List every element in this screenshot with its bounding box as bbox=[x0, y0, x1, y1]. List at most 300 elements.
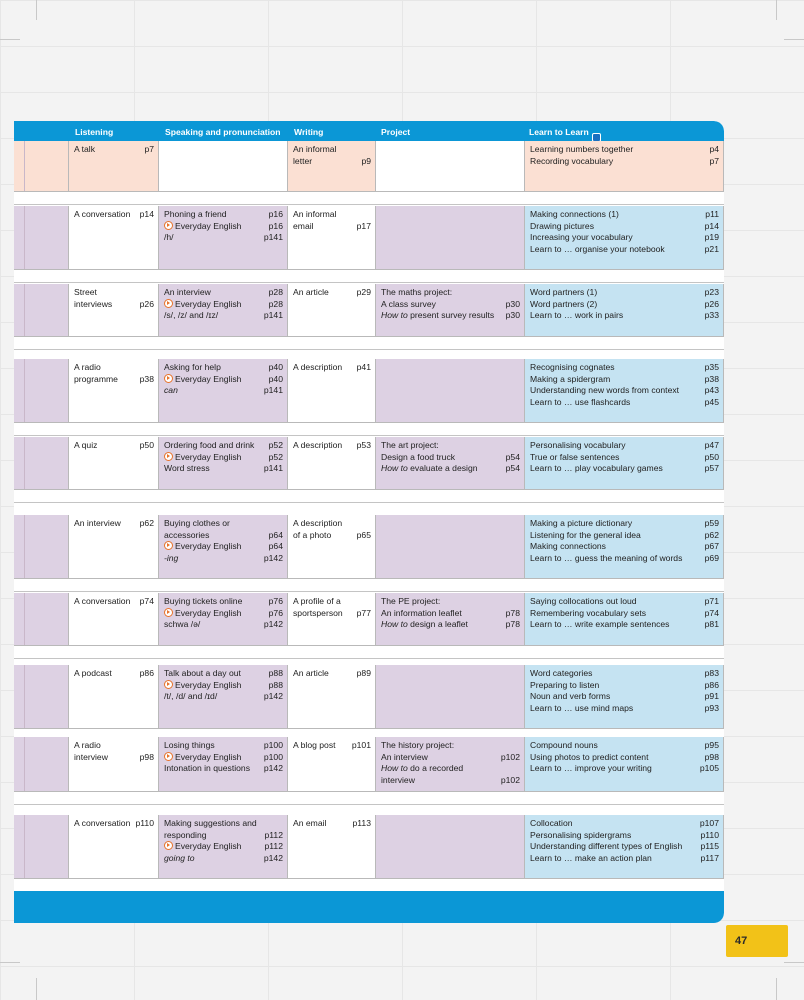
entry-text: Recording vocabulary bbox=[530, 155, 614, 166]
play-circle-icon bbox=[164, 608, 173, 617]
entry-text: Using photos to predict content bbox=[530, 751, 649, 762]
entry-text: Increasing your vocabulary bbox=[530, 232, 633, 243]
entry-line bbox=[74, 144, 154, 156]
page-ref: p16 bbox=[268, 220, 283, 231]
crop-mark bbox=[776, 978, 777, 1000]
cell-unit bbox=[14, 284, 69, 337]
page-ref: p101 bbox=[351, 740, 371, 750]
entry-line bbox=[164, 541, 283, 553]
crop-mark bbox=[784, 962, 804, 963]
page-ref: p7 bbox=[144, 144, 154, 154]
page-ref: p45 bbox=[704, 396, 719, 407]
entry-text: A description bbox=[293, 362, 343, 372]
table-row bbox=[14, 515, 724, 579]
entry-line bbox=[530, 841, 719, 853]
entry-line bbox=[164, 841, 283, 853]
entry-line bbox=[164, 530, 283, 542]
cell-listening bbox=[69, 359, 159, 423]
entry-text-italic: How to bbox=[381, 463, 408, 474]
page-ref: p35 bbox=[704, 362, 719, 372]
page-ref: p83 bbox=[704, 668, 719, 678]
entry-line bbox=[530, 385, 719, 397]
page-ref: p76 bbox=[268, 596, 283, 606]
cell-listening bbox=[69, 284, 159, 337]
cell-learn bbox=[525, 815, 724, 879]
page-ref: p52 bbox=[268, 440, 283, 450]
cell-learn bbox=[525, 593, 724, 646]
cell-writing bbox=[288, 284, 376, 337]
page-ref: p64 bbox=[268, 529, 283, 540]
entry-line bbox=[164, 763, 283, 775]
entry-text: accessories bbox=[164, 529, 210, 540]
entry-text: Understanding different types of English bbox=[530, 841, 683, 852]
entry-line bbox=[381, 763, 520, 775]
unit-divider bbox=[24, 284, 25, 336]
entry-text: True or false sentences bbox=[530, 451, 620, 462]
page-ref: p89 bbox=[356, 668, 371, 678]
entry-line bbox=[164, 680, 283, 692]
entry-text: Collocation bbox=[530, 818, 573, 828]
page-ref: p29 bbox=[356, 287, 371, 297]
entry-text: Word stress bbox=[164, 463, 210, 474]
page-ref: p77 bbox=[356, 607, 371, 618]
page-ref: p14 bbox=[139, 209, 154, 219]
page-ref: p40 bbox=[268, 362, 283, 372]
page-ref: p14 bbox=[704, 220, 719, 231]
entry-line bbox=[530, 818, 719, 830]
page-ref: p28 bbox=[268, 287, 283, 297]
play-circle-icon bbox=[164, 452, 173, 461]
cell-project bbox=[376, 737, 525, 792]
cell-learn bbox=[525, 206, 724, 270]
page-ref: p78 bbox=[505, 619, 520, 630]
entry-line bbox=[74, 287, 154, 299]
entry-text: The art project: bbox=[381, 440, 439, 450]
entry-line bbox=[164, 619, 283, 631]
header-listening: Listening bbox=[75, 127, 114, 137]
cell-writing bbox=[288, 665, 376, 729]
cell-listening bbox=[69, 737, 159, 792]
table-row bbox=[14, 815, 724, 879]
unit-divider bbox=[24, 206, 25, 269]
entry-line bbox=[164, 853, 283, 865]
page-ref: p54 bbox=[505, 451, 520, 462]
entry-text: Phoning a friend bbox=[164, 209, 227, 219]
entry-text: Everyday English bbox=[175, 541, 242, 552]
page-ref: p78 bbox=[505, 607, 520, 618]
entry-line bbox=[293, 144, 371, 156]
table-row bbox=[14, 593, 724, 646]
entry-text: Listening for the general idea bbox=[530, 529, 641, 540]
table-row bbox=[14, 437, 724, 490]
header-writing: Writing bbox=[294, 127, 324, 137]
entry-line bbox=[74, 209, 154, 221]
row-separator bbox=[14, 804, 724, 805]
page-ref: p113 bbox=[352, 818, 371, 828]
page-ref: p98 bbox=[704, 751, 719, 762]
entry-text: Learn to … use flashcards bbox=[530, 396, 631, 407]
header-learn-label: Learn to Learn bbox=[529, 127, 589, 137]
cell-project bbox=[376, 815, 525, 879]
entry-text: Learn to … organise your notebook bbox=[530, 243, 665, 254]
entry-text: A radio bbox=[74, 740, 101, 750]
entry-line bbox=[381, 299, 520, 311]
page-ref: p76 bbox=[268, 607, 283, 618]
entry-text: An article bbox=[293, 668, 329, 678]
page-ref: p74 bbox=[139, 596, 154, 606]
page-ref: p4 bbox=[709, 144, 719, 154]
entry-text-italic: How to bbox=[381, 763, 408, 774]
entry-text bbox=[381, 310, 494, 322]
table-row bbox=[14, 737, 724, 792]
cell-speaking bbox=[159, 141, 288, 192]
page-ref: p98 bbox=[139, 751, 154, 762]
page-ref: p71 bbox=[704, 596, 719, 606]
entry-line bbox=[74, 752, 154, 764]
cell-project bbox=[376, 437, 525, 490]
page-ref: p102 bbox=[500, 751, 520, 762]
page-ref: p142 bbox=[263, 552, 283, 563]
entry-line bbox=[530, 830, 719, 842]
entry-line bbox=[74, 818, 154, 830]
entry-text: A conversation bbox=[74, 818, 131, 828]
entry-line bbox=[164, 385, 283, 397]
entry-line bbox=[381, 775, 520, 787]
page-ref: p93 bbox=[704, 702, 719, 713]
entry-text: Drawing pictures bbox=[530, 220, 594, 231]
entry-line bbox=[164, 830, 283, 842]
page-ref: p112 bbox=[264, 829, 283, 840]
cell-writing bbox=[288, 437, 376, 490]
entry-line bbox=[381, 596, 520, 608]
table-row bbox=[14, 284, 724, 337]
entry-text: -ing bbox=[164, 552, 179, 563]
entry-text: A class survey bbox=[381, 298, 436, 309]
entry-text: Buying tickets online bbox=[164, 596, 243, 606]
page-ref: p91 bbox=[704, 691, 719, 702]
entry-line bbox=[381, 287, 520, 299]
entry-line bbox=[164, 608, 283, 620]
table-footer-bar bbox=[14, 891, 724, 923]
cell-listening bbox=[69, 437, 159, 490]
entry-line bbox=[530, 619, 719, 631]
page-ref: p100 bbox=[263, 751, 283, 762]
crop-mark bbox=[36, 0, 37, 20]
entry-line bbox=[164, 740, 283, 752]
row-separator bbox=[14, 502, 724, 503]
entry-text: Understanding new words from context bbox=[530, 385, 680, 396]
page-ref: p67 bbox=[704, 541, 719, 552]
page-ref: p117 bbox=[700, 852, 719, 863]
table-header bbox=[14, 121, 724, 141]
entry-text: Learn to … make an action plan bbox=[530, 852, 652, 863]
entry-line bbox=[530, 209, 719, 221]
header-learn-to-learn bbox=[529, 127, 589, 137]
entry-line bbox=[381, 452, 520, 464]
page-number: 47 bbox=[726, 925, 788, 957]
entry-line bbox=[530, 452, 719, 464]
entry-line bbox=[164, 209, 283, 221]
page-ref: p38 bbox=[139, 373, 154, 384]
entry-line bbox=[530, 144, 719, 156]
entry-line bbox=[164, 668, 283, 680]
table-row bbox=[14, 665, 724, 729]
page-ref: p28 bbox=[268, 298, 283, 309]
page-ref: p7 bbox=[709, 155, 719, 166]
unit-divider bbox=[24, 359, 25, 422]
entry-text: sportsperson bbox=[293, 607, 343, 618]
entry-line bbox=[164, 553, 283, 565]
entry-line bbox=[530, 440, 719, 452]
entry-text: Compound nouns bbox=[530, 740, 598, 750]
page-ref: p86 bbox=[139, 668, 154, 678]
unit-divider bbox=[24, 737, 25, 791]
entry-line bbox=[293, 287, 371, 299]
page-ref: p112 bbox=[264, 841, 283, 852]
cell-writing bbox=[288, 593, 376, 646]
entry-text: An email bbox=[293, 818, 327, 828]
entry-text: An article bbox=[293, 287, 329, 297]
entry-line bbox=[381, 740, 520, 752]
entry-line bbox=[530, 287, 719, 299]
cell-project bbox=[376, 206, 525, 270]
entry-text: The history project: bbox=[381, 740, 455, 750]
cell-speaking bbox=[159, 437, 288, 490]
crop-mark bbox=[0, 962, 20, 963]
cell-listening bbox=[69, 815, 159, 879]
entry-text: An information leaflet bbox=[381, 607, 462, 618]
cell-writing bbox=[288, 515, 376, 579]
page-ref: p17 bbox=[356, 220, 371, 231]
crop-mark bbox=[0, 39, 20, 40]
cell-speaking bbox=[159, 359, 288, 423]
entry-line bbox=[530, 244, 719, 256]
entry-line bbox=[74, 440, 154, 452]
unit-divider bbox=[24, 141, 25, 191]
entry-line bbox=[164, 752, 283, 764]
entry-line bbox=[74, 374, 154, 386]
cell-writing bbox=[288, 815, 376, 879]
entry-line bbox=[530, 530, 719, 542]
entry-text: schwa /ə/ bbox=[164, 619, 201, 630]
page-ref: p102 bbox=[500, 774, 520, 785]
cell-unit bbox=[14, 737, 69, 792]
page-ref: p64 bbox=[268, 541, 283, 552]
cell-writing bbox=[288, 141, 376, 192]
entry-line bbox=[293, 156, 371, 168]
play-circle-icon bbox=[164, 374, 173, 383]
entry-text: The PE project: bbox=[381, 596, 441, 606]
cell-writing bbox=[288, 206, 376, 270]
entry-text-italic: How to bbox=[381, 310, 408, 321]
entry-line bbox=[381, 619, 520, 631]
entry-line bbox=[164, 287, 283, 299]
entry-line bbox=[293, 608, 371, 620]
entry-text: Everyday English bbox=[175, 679, 242, 690]
cell-project bbox=[376, 141, 525, 192]
entry-text: Everyday English bbox=[175, 751, 242, 762]
entry-line bbox=[164, 818, 283, 830]
entry-line bbox=[293, 518, 371, 530]
cell-learn bbox=[525, 515, 724, 579]
page-ref: p50 bbox=[704, 451, 719, 462]
page-ref: p43 bbox=[704, 385, 719, 396]
entry-line bbox=[530, 596, 719, 608]
page-ref: p142 bbox=[263, 763, 283, 774]
page-ref: p9 bbox=[361, 155, 371, 166]
entry-text: Saying collocations out loud bbox=[530, 596, 637, 606]
entry-text: Asking for help bbox=[164, 362, 221, 372]
page-ref: p142 bbox=[263, 852, 283, 863]
entry-line bbox=[164, 299, 283, 311]
unit-divider bbox=[24, 815, 25, 878]
entry-line bbox=[530, 310, 719, 322]
entry-line bbox=[381, 463, 520, 475]
page-ref: p33 bbox=[704, 310, 719, 321]
page-ref: p19 bbox=[704, 232, 719, 243]
page-ref: p11 bbox=[705, 209, 719, 219]
crop-mark bbox=[36, 978, 37, 1000]
entry-text: Learn to … play vocabulary games bbox=[530, 463, 663, 474]
page-ref: p69 bbox=[704, 552, 719, 563]
entry-text: A blog post bbox=[293, 740, 336, 750]
entry-text: Learn to … use mind maps bbox=[530, 702, 634, 713]
entry-line bbox=[74, 668, 154, 680]
entry-line bbox=[293, 209, 371, 221]
cell-speaking bbox=[159, 665, 288, 729]
cell-unit bbox=[14, 359, 69, 423]
cell-unit bbox=[14, 141, 69, 192]
entry-text-rest: present survey results bbox=[407, 310, 495, 321]
page-ref: p100 bbox=[263, 740, 283, 750]
entry-text: Street bbox=[74, 287, 97, 297]
cell-unit bbox=[14, 593, 69, 646]
page-ref: p95 bbox=[704, 740, 719, 750]
cell-learn bbox=[525, 284, 724, 337]
page-ref: p110 bbox=[700, 829, 719, 840]
entry-text: Everyday English bbox=[175, 298, 242, 309]
entry-text: Losing things bbox=[164, 740, 215, 750]
page-ref: p47 bbox=[704, 440, 719, 450]
entry-text: Everyday English bbox=[175, 607, 242, 618]
page-ref: p21 bbox=[704, 243, 719, 254]
entry-line bbox=[74, 518, 154, 530]
page-ref: p41 bbox=[356, 362, 371, 372]
entry-line bbox=[381, 440, 520, 452]
entry-text: Learning numbers together bbox=[530, 144, 634, 154]
page-ref: p23 bbox=[704, 287, 719, 297]
page-ref: p26 bbox=[704, 298, 719, 309]
entry-text: email bbox=[293, 220, 314, 231]
row-separator bbox=[14, 204, 724, 205]
play-circle-icon bbox=[164, 680, 173, 689]
entry-line bbox=[164, 440, 283, 452]
entry-line bbox=[164, 221, 283, 233]
entry-line bbox=[530, 518, 719, 530]
page-ref: p81 bbox=[704, 619, 719, 630]
entry-line bbox=[164, 374, 283, 386]
cell-writing bbox=[288, 737, 376, 792]
page-ref: p38 bbox=[704, 373, 719, 384]
entry-text: Remembering vocabulary sets bbox=[530, 607, 647, 618]
entry-line bbox=[164, 310, 283, 322]
entry-text-rest: evaluate a design bbox=[407, 463, 478, 474]
entry-text: Making connections (1) bbox=[530, 209, 619, 219]
entry-line bbox=[293, 362, 371, 374]
entry-text: Word categories bbox=[530, 668, 593, 678]
entry-line bbox=[164, 463, 283, 475]
table-row bbox=[14, 141, 724, 192]
page-ref: p62 bbox=[704, 529, 719, 540]
cell-speaking bbox=[159, 737, 288, 792]
page-ref: p30 bbox=[505, 298, 520, 309]
page-ref: p62 bbox=[139, 518, 154, 528]
entry-line bbox=[381, 752, 520, 764]
page-ref: p141 bbox=[263, 310, 283, 321]
page-ref: p52 bbox=[268, 451, 283, 462]
cell-learn bbox=[525, 665, 724, 729]
entry-text-italic: How to bbox=[381, 619, 408, 630]
entry-line bbox=[530, 397, 719, 409]
entry-line bbox=[164, 596, 283, 608]
page-ref: p115 bbox=[700, 841, 719, 852]
entry-line bbox=[164, 232, 283, 244]
page-ref: p26 bbox=[139, 298, 154, 309]
page-ref: p142 bbox=[263, 691, 283, 702]
entry-line bbox=[530, 853, 719, 865]
entry-text: Word partners (2) bbox=[530, 298, 598, 309]
entry-text: An informal bbox=[293, 209, 337, 219]
entry-text: An interview bbox=[74, 518, 121, 528]
entry-text: The maths project: bbox=[381, 287, 453, 297]
cell-project bbox=[376, 515, 525, 579]
entry-text: Personalising spidergrams bbox=[530, 829, 632, 840]
header-project: Project bbox=[381, 127, 411, 137]
entry-text: interviews bbox=[74, 298, 113, 309]
row-separator bbox=[14, 435, 724, 436]
crop-mark bbox=[776, 0, 777, 20]
entry-text bbox=[381, 763, 463, 775]
page-ref: p88 bbox=[268, 668, 283, 678]
page-ref: p40 bbox=[268, 373, 283, 384]
row-separator bbox=[14, 658, 724, 659]
cell-unit bbox=[14, 665, 69, 729]
entry-text: interview bbox=[381, 774, 415, 785]
cell-unit bbox=[14, 206, 69, 270]
cell-project bbox=[376, 284, 525, 337]
table-row bbox=[14, 359, 724, 423]
cell-speaking bbox=[159, 815, 288, 879]
entry-text: An interview bbox=[381, 751, 428, 762]
entry-line bbox=[530, 703, 719, 715]
entry-line bbox=[381, 310, 520, 322]
cell-learn bbox=[525, 359, 724, 423]
unit-divider bbox=[24, 665, 25, 728]
entry-text: Making a spidergram bbox=[530, 373, 611, 384]
entry-line bbox=[530, 740, 719, 752]
entry-line bbox=[293, 596, 371, 608]
unit-divider bbox=[24, 515, 25, 578]
page-ref: p141 bbox=[263, 385, 283, 396]
unit-divider bbox=[24, 593, 25, 645]
row-separator bbox=[14, 282, 724, 283]
entry-text: Intonation in questions bbox=[164, 763, 251, 774]
entry-line bbox=[530, 668, 719, 680]
entry-text: letter bbox=[293, 155, 313, 166]
entry-text: Everyday English bbox=[175, 451, 242, 462]
cell-listening bbox=[69, 593, 159, 646]
entry-line bbox=[530, 691, 719, 703]
